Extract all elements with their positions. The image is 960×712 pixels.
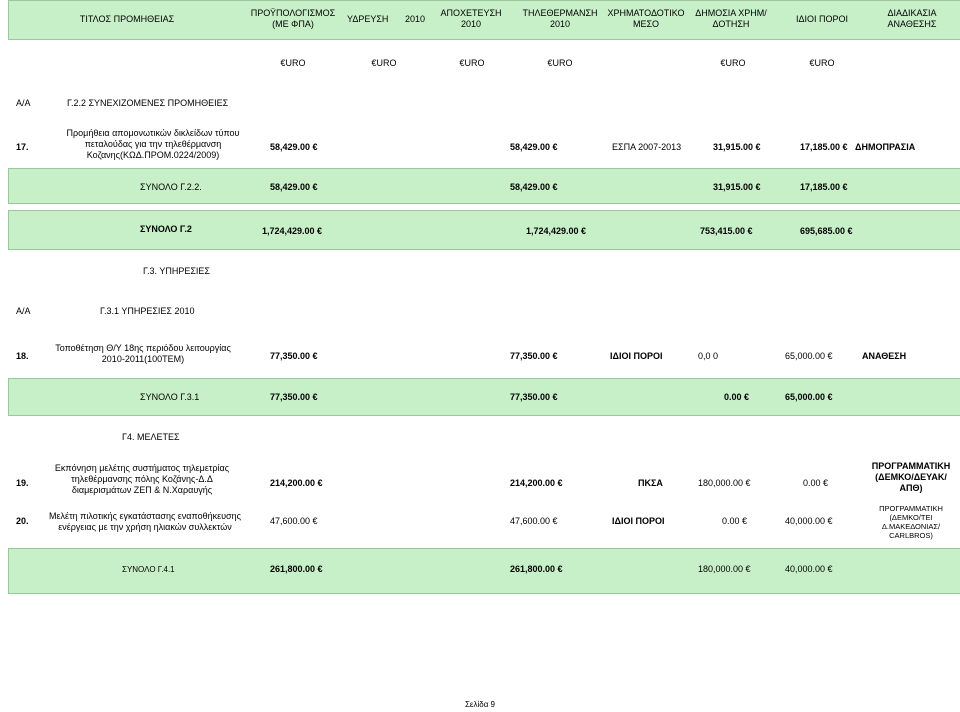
total-own: 695,685.00 € — [800, 226, 853, 236]
total-budget: 77,350.00 € — [270, 392, 318, 402]
header-heating-col: ΤΗΛΕΘΕΡΜΑΝΣΗ 2010 — [522, 8, 598, 29]
row-finance: ΕΣΠΑ 2007-2013 — [612, 142, 682, 152]
row-budget: 77,350.00 € — [270, 351, 318, 361]
total-budget: 261,800.00 € — [270, 564, 323, 574]
total-heating: 261,800.00 € — [510, 564, 563, 574]
section-heading: Γ.3. ΥΠΗΡΕΣΙΕΣ — [143, 266, 210, 276]
row-finance: ΙΔΙΟΙ ΠΟΡΟΙ — [612, 516, 665, 526]
row-public: 180,000.00 € — [698, 478, 751, 488]
row-public: 0.00 € — [722, 516, 748, 526]
total-budget: 1,724,429.00 € — [262, 226, 323, 236]
total-heating: 1,724,429.00 € — [526, 226, 587, 236]
row-title: Εκπόνηση μελέτης συστήματος τηλεμετρίας τηλεθέρμανσης πόλης Κοζάνης-Δ.Δ διαμερισμάτων ΖΕΠ & Ν.Χαραυγής — [54, 463, 230, 495]
section-heading: Γ4. ΜΕΛΕΤΕΣ — [122, 432, 180, 442]
total-label: ΣΥΝΟΛΟ Γ.3.1 — [140, 392, 200, 402]
header-budget-col: ΠΡΟΫΠΟΛΟΓΙΣΜΟΣ (ΜΕ ΦΠΑ) — [250, 8, 336, 29]
row-own: 65,000.00 € — [785, 351, 833, 361]
header-water-year: 2010 — [405, 14, 426, 24]
row-budget: 58,429.00 € — [270, 142, 318, 152]
currency-public: €URO — [720, 58, 746, 68]
row-procedure: ΠΡΟΓΡΑΜΜΑΤΙΚΗ (ΔΕΜΚΟ/ΔΕΥΑΚ/ ΑΠΘ) — [871, 461, 951, 493]
total-public: 31,915.00 € — [713, 182, 761, 192]
currency-water: €URO — [371, 58, 397, 68]
row-number: 17. — [16, 142, 29, 152]
currency-budget: €URO — [280, 58, 306, 68]
total-budget: 58,429.00 € — [270, 182, 318, 192]
total-heating: 77,350.00 € — [510, 392, 558, 402]
row-heating: 77,350.00 € — [510, 351, 558, 361]
total-public: 180,000.00 € — [698, 564, 751, 574]
row-number: 19. — [16, 478, 29, 488]
row-title: Μελέτη πιλοτικής εγκατάστασης εναποθήκευσης ενέργειας με την χρήση ηλιακών συλλεκτών — [49, 511, 241, 532]
page-footer: Σελίδα 9 — [464, 700, 496, 709]
row-number: 20. — [16, 516, 29, 526]
header-sewer-col: ΑΠΟΧΕΤΕΥΣΗ 2010 — [440, 8, 502, 29]
row-public: 31,915.00 € — [713, 142, 761, 152]
currency-own: €URO — [809, 58, 835, 68]
header-public-col: ΔΗΜΟΣΙΑ ΧΡΗΜ/ΔΟΤΗΣΗ — [695, 8, 767, 29]
section-heading: Γ.2.2 ΣΥΝΕΧΙΖΟΜΕΝΕΣ ΠΡΟΜΗΘΕΙΕΣ — [67, 98, 229, 108]
total-public: 753,415.00 € — [700, 226, 753, 236]
total-public: 0.00 € — [724, 392, 750, 402]
row-budget: 47,600.00 € — [270, 516, 318, 526]
row-heating: 47,600.00 € — [510, 516, 558, 526]
total-label: ΣΥΝΟΛΟ Γ.2 — [140, 224, 192, 234]
total-label: ΣΥΝΟΛΟ Γ.2.2. — [140, 182, 202, 192]
row-heating: 58,429.00 € — [510, 142, 558, 152]
row-title: Τοποθέτηση Θ/Υ 18ης περιόδου λειτουργίας 2010-2011(100ΤΕΜ) — [55, 343, 231, 364]
section-subheading: Γ.3.1 ΥΠΗΡΕΣΙΕΣ 2010 — [100, 306, 195, 316]
row-procedure: ΔΗΜΟΠΡΑΣΙΑ — [855, 142, 916, 152]
header-own-col: ΙΔΙΟΙ ΠΟΡΟΙ — [795, 14, 849, 24]
total-label: ΣΥΝΟΛΟ Γ.4.1 — [122, 565, 175, 574]
header-finance-col: ΧΡΗΜΑΤΟΔΟΤΙΚΟ ΜΕΣΟ — [607, 8, 685, 29]
total-own: 40,000.00 € — [785, 564, 833, 574]
total-own: 65,000.00 € — [785, 392, 833, 402]
header-procedure-col: ΔΙΑΔΙΚΑΣΙΑ ΑΝΑΘΕΣΗΣ — [887, 8, 937, 29]
total-own: 17,185.00 € — [800, 182, 848, 192]
aa-label: Α/Α — [16, 98, 31, 108]
aa-label: Α/Α — [16, 306, 31, 316]
currency-heating: €URO — [547, 58, 573, 68]
header-title-col: ΤΙΤΛΟΣ ΠΡΟΜΗΘΕΙΑΣ — [79, 14, 175, 24]
row-finance: ΠΚΣΑ — [638, 478, 663, 488]
row-number: 18. — [16, 351, 29, 361]
row-own: 0.00 € — [803, 478, 829, 488]
row-procedure: ΑΝΑΘΕΣΗ — [862, 351, 907, 361]
row-budget: 214,200.00 € — [270, 478, 323, 488]
row-own: 17,185.00 € — [800, 142, 848, 152]
total-heating: 58,429.00 € — [510, 182, 558, 192]
currency-sewer: €URO — [459, 58, 485, 68]
row-public: 0,0 0 — [698, 351, 719, 361]
header-water-col: ΥΔΡΕΥΣΗ — [347, 14, 389, 24]
row-heating: 214,200.00 € — [510, 478, 563, 488]
row-title: Προμήθεια απομονωτικών δικλείδων τύπου πεταλούδας για την τηλεθέρμανση Κοζανης(ΚΩΔ.ΠΡΟΜ.0224/2009) — [66, 128, 240, 160]
row-own: 40,000.00 € — [785, 516, 833, 526]
row-procedure: ΠΡΟΓΡΑΜΜΑΤΙΚΗ (ΔΕΜΚΟ/ΤΕΙ Δ.ΜΑΚΕΔΟΝΙΑΣ/ CARLBROS) — [879, 504, 943, 540]
row-finance: ΙΔΙΟΙ ΠΟΡΟΙ — [610, 351, 663, 361]
